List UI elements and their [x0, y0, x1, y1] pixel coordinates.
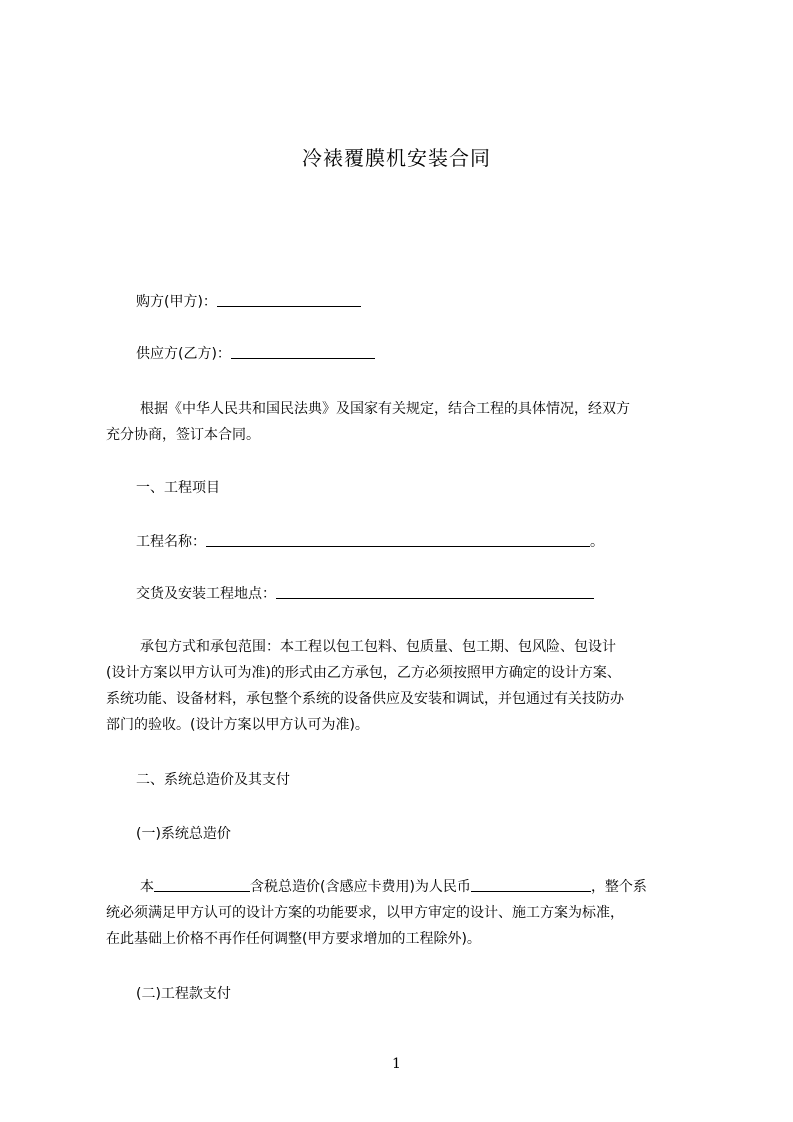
buyer-blank[interactable] [217, 292, 361, 307]
price-prefix: 本 [140, 879, 154, 895]
section-1-heading: 一、工程项目 [136, 480, 220, 496]
buyer-label: 购方(甲方)： [136, 294, 217, 310]
subsection-1-heading: (一)系统总造价 [136, 826, 231, 842]
supplier-blank[interactable] [231, 344, 375, 359]
price-project-blank[interactable] [154, 877, 250, 892]
project-name-label: 工程名称： [136, 534, 206, 550]
project-name-blank[interactable] [206, 532, 590, 547]
scope-line-3: 系统功能、设备材料，承包整个系统的设备供应及安装和调试，并包通过有关技防办 [106, 691, 624, 707]
price-middle: 含税总造价(含感应卡费用)为人民币 [250, 879, 471, 895]
document-title: 冷裱覆膜机安装合同 [302, 146, 491, 170]
supplier-line [106, 342, 728, 366]
section-heading-1 [106, 476, 698, 500]
project-name-line [106, 530, 728, 554]
delivery-site-line [106, 582, 728, 606]
buyer-line [106, 290, 728, 314]
price-line-2: 统必须满足甲方认可的设计方案的功能要求，以甲方审定的设计、施工方案为标准， [106, 905, 624, 921]
project-name-suffix: 。 [590, 534, 604, 550]
delivery-site-blank[interactable] [276, 584, 594, 599]
subsection-2-heading: (二)工程款支付 [136, 986, 231, 1002]
supplier-label: 供应方(乙方)： [136, 346, 231, 362]
preamble-paragraph [106, 396, 698, 448]
subsection-heading-2 [106, 982, 698, 1006]
section-heading-2 [106, 768, 698, 792]
scope-paragraph [106, 634, 698, 738]
price-paragraph [106, 874, 698, 952]
preamble-line-1: 根据《中华人民共和国民法典》及国家有关规定，结合工程的具体情况，经双方 [140, 401, 630, 417]
price-suffix: ，整个系 [590, 879, 647, 895]
section-2-heading: 二、系统总造价及其支付 [136, 772, 290, 788]
preamble-line-2: 充分协商，签订本合同。 [106, 427, 260, 443]
subsection-heading-1 [106, 822, 698, 846]
scope-line-2: (设计方案以甲方认可为准)的形式由乙方承包，乙方必须按照甲方确定的设计方案、 [106, 665, 621, 681]
scope-line-1: 承包方式和承包范围：本工程以包工包料、包质量、包工期、包风险、包设计 [140, 639, 616, 655]
price-amount-blank[interactable] [471, 877, 591, 892]
delivery-site-label: 交货及安装工程地点： [136, 586, 276, 602]
page-number: 1 [392, 1056, 401, 1072]
scope-line-4: 部门的验收。(设计方案以甲方认可为准)。 [106, 717, 369, 733]
price-line-3: 在此基础上价格不再作任何调整(甲方要求增加的工程除外)。 [106, 931, 481, 947]
price-line-1 [106, 874, 698, 900]
